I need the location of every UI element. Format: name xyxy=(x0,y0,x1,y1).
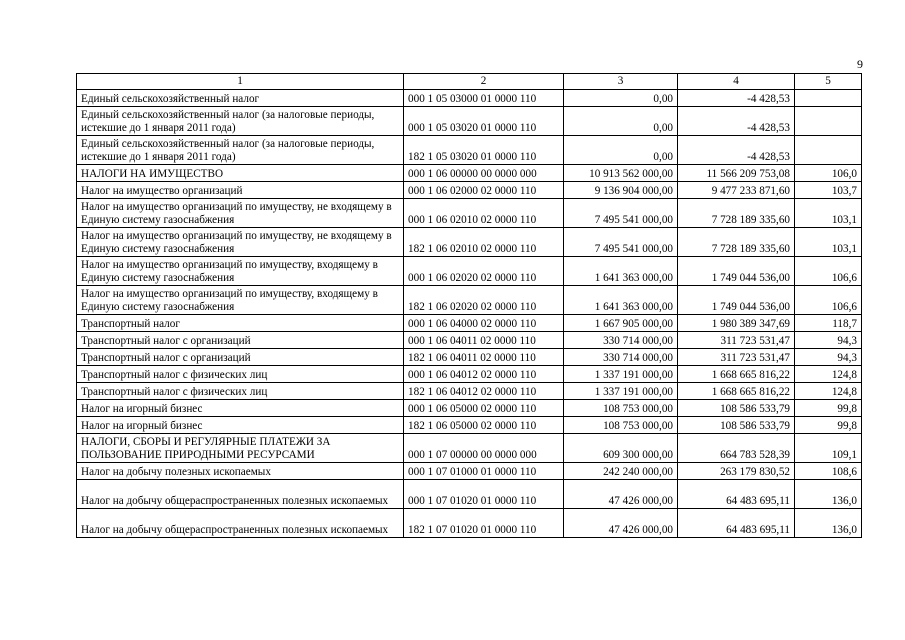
row-code: 182 1 07 01020 01 0000 110 xyxy=(404,509,564,538)
table-row xyxy=(77,480,862,509)
row-code: 000 1 07 00000 00 0000 000 xyxy=(404,434,564,463)
row-name: Транспортный налог xyxy=(77,315,404,332)
row-percent: 108,6 xyxy=(795,463,862,480)
table-row xyxy=(77,182,862,199)
row-code: 000 1 06 02010 02 0000 110 xyxy=(404,199,564,228)
row-actual: 9 477 233 871,60 xyxy=(678,182,795,199)
table-row xyxy=(77,165,862,182)
table-row xyxy=(77,90,862,107)
row-actual: 64 483 695,11 xyxy=(678,509,795,538)
row-percent xyxy=(795,107,862,136)
row-name: Налог на игорный бизнес xyxy=(77,417,404,434)
row-name: Транспортный налог с физических лиц xyxy=(77,383,404,400)
row-name: Транспортный налог с организаций xyxy=(77,332,404,349)
row-plan: 108 753 000,00 xyxy=(564,417,678,434)
row-code: 000 1 05 03020 01 0000 110 xyxy=(404,107,564,136)
row-actual: 311 723 531,47 xyxy=(678,332,795,349)
header-col-2: 2 xyxy=(404,74,564,90)
row-actual: 7 728 189 335,60 xyxy=(678,199,795,228)
row-plan: 7 495 541 000,00 xyxy=(564,199,678,228)
table-row xyxy=(77,463,862,480)
header-col-5: 5 xyxy=(795,74,862,90)
table-row xyxy=(77,366,862,383)
row-plan: 1 641 363 000,00 xyxy=(564,257,678,286)
row-name: Налог на имущество организаций по имуществу, не входящему в Единую систему газоснабжения xyxy=(77,199,404,228)
row-plan: 108 753 000,00 xyxy=(564,400,678,417)
row-percent xyxy=(795,90,862,107)
row-percent: 118,7 xyxy=(795,315,862,332)
table-header-row xyxy=(77,74,862,90)
row-actual: 7 728 189 335,60 xyxy=(678,228,795,257)
row-actual: 311 723 531,47 xyxy=(678,349,795,366)
row-code: 000 1 06 02000 02 0000 110 xyxy=(404,182,564,199)
row-plan: 1 337 191 000,00 xyxy=(564,366,678,383)
row-plan: 0,00 xyxy=(564,90,678,107)
row-plan: 7 495 541 000,00 xyxy=(564,228,678,257)
row-percent: 103,7 xyxy=(795,182,862,199)
row-percent: 99,8 xyxy=(795,400,862,417)
row-percent xyxy=(795,136,862,165)
row-name: Единый сельскохозяйственный налог xyxy=(77,90,404,107)
row-percent: 99,8 xyxy=(795,417,862,434)
row-name: Единый сельскохозяйственный налог (за налоговые периоды, истекшие до 1 января 2011 года) xyxy=(77,107,404,136)
row-plan: 242 240 000,00 xyxy=(564,463,678,480)
row-plan: 10 913 562 000,00 xyxy=(564,165,678,182)
row-actual: 1 749 044 536,00 xyxy=(678,257,795,286)
row-actual: 1 668 665 816,22 xyxy=(678,383,795,400)
row-name: Налог на имущество организаций по имуществу, входящему в Единую систему газоснабжения xyxy=(77,286,404,315)
table-row xyxy=(77,383,862,400)
row-plan: 1 667 905 000,00 xyxy=(564,315,678,332)
header-col-3: 3 xyxy=(564,74,678,90)
row-plan: 609 300 000,00 xyxy=(564,434,678,463)
row-actual: 11 566 209 753,08 xyxy=(678,165,795,182)
row-actual: -4 428,53 xyxy=(678,107,795,136)
table-row xyxy=(77,509,862,538)
row-name: Транспортный налог с организаций xyxy=(77,349,404,366)
row-plan: 1 337 191 000,00 xyxy=(564,383,678,400)
row-percent: 124,8 xyxy=(795,383,862,400)
row-actual: -4 428,53 xyxy=(678,136,795,165)
row-actual: 64 483 695,11 xyxy=(678,480,795,509)
row-name: Налог на игорный бизнес xyxy=(77,400,404,417)
row-name: Налог на имущество организаций по имуществу, входящему в Единую систему газоснабжения xyxy=(77,257,404,286)
row-code: 182 1 05 03020 01 0000 110 xyxy=(404,136,564,165)
row-name: Налог на добычу полезных ископаемых xyxy=(77,463,404,480)
row-percent: 106,0 xyxy=(795,165,862,182)
row-plan: 1 641 363 000,00 xyxy=(564,286,678,315)
row-code: 182 1 06 04011 02 0000 110 xyxy=(404,349,564,366)
row-code: 000 1 07 01000 01 0000 110 xyxy=(404,463,564,480)
row-actual: -4 428,53 xyxy=(678,90,795,107)
header-col-4: 4 xyxy=(678,74,795,90)
table-row xyxy=(77,136,862,165)
row-percent: 124,8 xyxy=(795,366,862,383)
row-percent: 106,6 xyxy=(795,286,862,315)
row-plan: 330 714 000,00 xyxy=(564,349,678,366)
row-code: 000 1 06 00000 00 0000 000 xyxy=(404,165,564,182)
row-code: 182 1 06 02010 02 0000 110 xyxy=(404,228,564,257)
row-plan: 47 426 000,00 xyxy=(564,480,678,509)
row-plan: 9 136 904 000,00 xyxy=(564,182,678,199)
table-row xyxy=(77,400,862,417)
row-name: НАЛОГИ НА ИМУЩЕСТВО xyxy=(77,165,404,182)
row-name: Транспортный налог с физических лиц xyxy=(77,366,404,383)
row-percent: 94,3 xyxy=(795,332,862,349)
table-row xyxy=(77,286,862,315)
row-percent: 136,0 xyxy=(795,509,862,538)
table-row xyxy=(77,199,862,228)
table-row xyxy=(77,332,862,349)
row-name: Налог на имущество организаций по имуществу, не входящему в Единую систему газоснабжения xyxy=(77,228,404,257)
row-actual: 1 668 665 816,22 xyxy=(678,366,795,383)
row-code: 182 1 06 02020 02 0000 110 xyxy=(404,286,564,315)
table-row xyxy=(77,434,862,463)
row-percent: 103,1 xyxy=(795,228,862,257)
table-row xyxy=(77,349,862,366)
row-code: 000 1 06 04012 02 0000 110 xyxy=(404,366,564,383)
row-code: 000 1 06 04011 02 0000 110 xyxy=(404,332,564,349)
table-row xyxy=(77,315,862,332)
row-plan: 0,00 xyxy=(564,136,678,165)
row-plan: 47 426 000,00 xyxy=(564,509,678,538)
row-actual: 664 783 528,39 xyxy=(678,434,795,463)
row-code: 000 1 06 05000 02 0000 110 xyxy=(404,400,564,417)
header-col-1: 1 xyxy=(77,74,404,90)
row-code: 000 1 05 03000 01 0000 110 xyxy=(404,90,564,107)
row-actual: 1 980 389 347,69 xyxy=(678,315,795,332)
row-name: Единый сельскохозяйственный налог (за налоговые периоды, истекшие до 1 января 2011 года) xyxy=(77,136,404,165)
row-actual: 108 586 533,79 xyxy=(678,400,795,417)
row-percent: 136,0 xyxy=(795,480,862,509)
row-name: Налог на добычу общераспространенных полезных ископаемых xyxy=(77,480,404,509)
row-percent: 109,1 xyxy=(795,434,862,463)
row-name: Налог на добычу общераспространенных полезных ископаемых xyxy=(77,509,404,538)
row-percent: 106,6 xyxy=(795,257,862,286)
table-row xyxy=(77,257,862,286)
row-actual: 263 179 830,52 xyxy=(678,463,795,480)
row-code: 000 1 06 04000 02 0000 110 xyxy=(404,315,564,332)
table-row xyxy=(77,107,862,136)
row-name: НАЛОГИ, СБОРЫ И РЕГУЛЯРНЫЕ ПЛАТЕЖИ ЗА ПОЛЬЗОВАНИЕ ПРИРОДНЫМИ РЕСУРСАМИ xyxy=(77,434,404,463)
budget-revenue-table xyxy=(76,73,862,538)
table-body xyxy=(77,90,862,538)
row-actual: 1 749 044 536,00 xyxy=(678,286,795,315)
row-percent: 103,1 xyxy=(795,199,862,228)
row-code: 182 1 06 04012 02 0000 110 xyxy=(404,383,564,400)
row-plan: 0,00 xyxy=(564,107,678,136)
row-code: 000 1 07 01020 01 0000 110 xyxy=(404,480,564,509)
row-name: Налог на имущество организаций xyxy=(77,182,404,199)
row-code: 000 1 06 02020 02 0000 110 xyxy=(404,257,564,286)
row-plan: 330 714 000,00 xyxy=(564,332,678,349)
table-row xyxy=(77,417,862,434)
row-percent: 94,3 xyxy=(795,349,862,366)
table-row xyxy=(77,228,862,257)
row-code: 182 1 06 05000 02 0000 110 xyxy=(404,417,564,434)
page-number: 9 xyxy=(857,57,863,71)
row-actual: 108 586 533,79 xyxy=(678,417,795,434)
